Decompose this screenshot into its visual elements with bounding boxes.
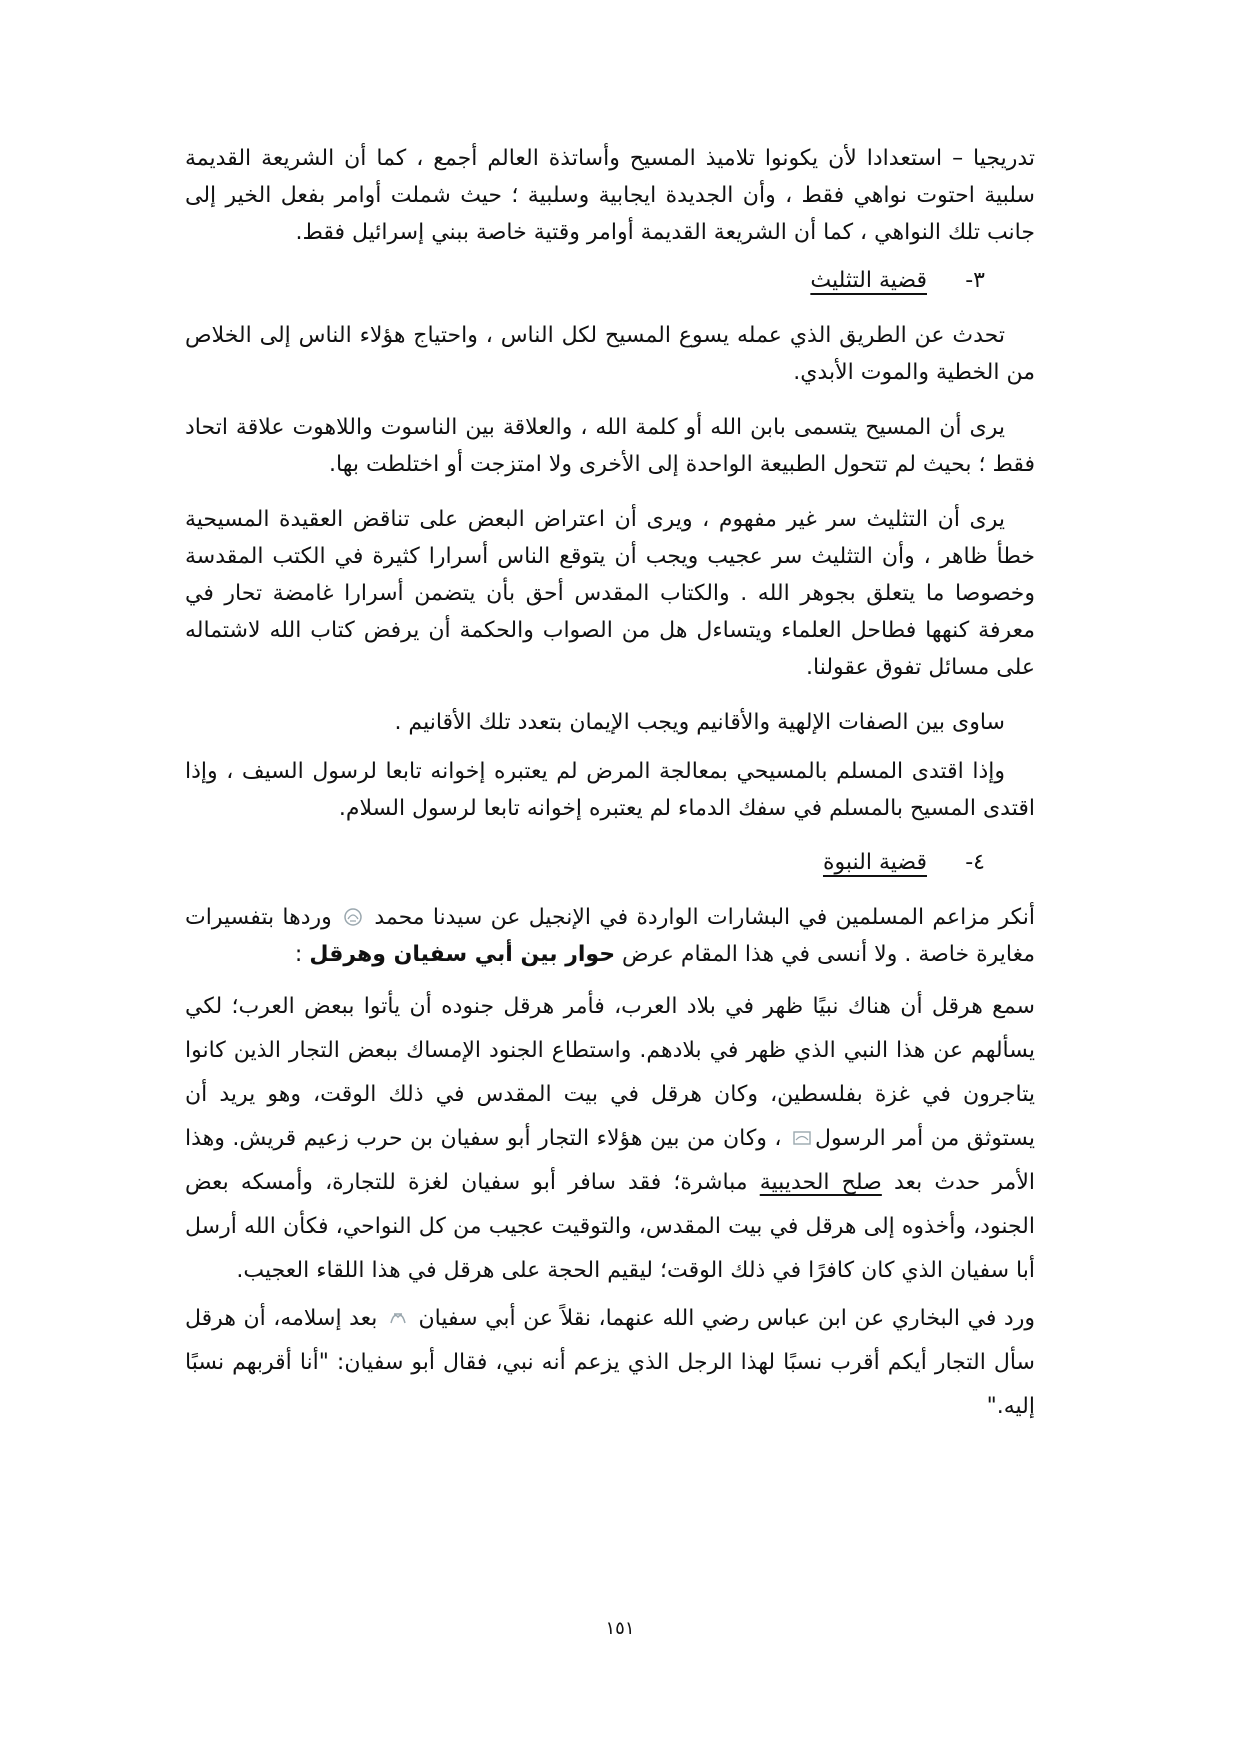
underlined-phrase: صلح الحديبية xyxy=(759,1170,882,1195)
paragraph-9 xyxy=(185,1297,1035,1429)
text-run: بعد إسلامه، أن هرقل سأل التجار أيكم أقرب نسبًا لهذا الرجل الذي يزعم أنه نبي، فقال أبو سفيان: "أنا أقربهم نسبًا إليه." xyxy=(185,1306,1035,1419)
salutation-seal-icon xyxy=(343,907,363,927)
section-heading-trinity xyxy=(185,263,1035,299)
text-run: : xyxy=(294,942,303,967)
text-run: وردها بتفسيرات مغايرة خاصة . ولا أنسى في هذا المقام عرض xyxy=(185,905,1035,967)
section-heading-prophecy xyxy=(185,845,1035,881)
section-number: ٣- xyxy=(965,268,985,293)
text-run: أنكر مزاعم المسلمين في البشارات الواردة في الإنجيل عن سيدنا محمد xyxy=(374,905,1035,930)
paragraph-6: وإذا اقتدى المسلم بالمسيحي بمعالجة المرض لم يعتبره إخوانه تابعا لرسول السيف ، وإذا اقتدى المسيح بالمسلم في سفك الدماء لم يعتبره إخوانه تابعا لرسول السلام. xyxy=(185,759,1035,821)
section-title: قضية التثليث xyxy=(810,268,927,293)
text-run: ، وكان من بين هؤلاء التجار أبو سفيان بن حرب زعيم قريش. وهذا الأمر حدث بعد xyxy=(185,1126,1036,1195)
paragraph-3: يرى أن المسيح يتسمى بابن الله أو كلمة الله ، والعلاقة بين الناسوت واللاهوت علاقة اتحاد فقط ؛ بحيث لم تتحول الطبيعة الواحدة إلى الأخرى ولا امتزجت أو اختلطت بها. xyxy=(185,415,1035,477)
text-run: ورد في البخاري عن ابن عباس رضي الله عنهما، نقلاً عن أبي سفيان xyxy=(418,1306,1035,1331)
bold-phrase: حوار بين أبي سفيان وهرقل xyxy=(309,942,616,967)
paragraph-8 xyxy=(185,985,1035,1293)
section-title: قضية النبوة xyxy=(822,850,927,875)
text-run: مباشرة؛ فقد سافر أبو سفيان لغزة للتجارة، وأمسكه بعض الجنود، وأخذوه إلى هرقل في بيت المقدس، والتوقيت عجيب من كل النواحي، فكأن الله أرسل أبا سفيان الذي كان كافرًا في ذلك الوقت؛ ليقيم الحجة على هرقل في هذا اللقاء العجيب. xyxy=(185,1170,1035,1283)
radiallahu-seal-icon xyxy=(388,1308,408,1328)
text-run: سمع هرقل أن هناك نبيًا ظهر في بلاد العرب، فأمر هرقل جنوده أن يأتوا ببعض العرب؛ لكي يسألهم عن هذا النبي الذي ظهر في بلادهم. واستطاع الجنود الإمساك ببعض التجار الذين كانوا يتاجرون في غزة بفلسطين، وكان هرقل في بيت المقدس في ذلك الوقت، وهو يريد أن يستوثق من أمر الرسول xyxy=(185,994,1036,1151)
page-body xyxy=(185,140,1035,1640)
paragraph-1: تدريجيا – استعدادا لأن يكونوا تلاميذ المسيح وأساتذة العالم أجمع ، كما أن الشريعة القديمة سلبية احتوت نواهي فقط ، وأن الجديدة ايجابية وسلبية ؛ حيث شملت أوامر بفعل الخير إلى جانب تلك النواهي ، كما أن الشريعة القديمة أوامر وقتية خاصة ببني إسرائيل فقط. xyxy=(185,146,1035,245)
paragraph-5: ساوى بين الصفات الإلهية والأقانيم ويجب الإيمان بتعدد تلك الأقانيم . xyxy=(394,710,1005,735)
page-number: ١٥١ xyxy=(605,1618,635,1639)
paragraph-2: تحدث عن الطريق الذي عمله يسوع المسيح لكل الناس ، واحتياج هؤلاء الناس إلى الخلاص من الخطية والموت الأبدي. xyxy=(185,323,1035,385)
salutation-seal-icon xyxy=(792,1128,812,1148)
section-number: ٤- xyxy=(965,850,985,875)
paragraph-4: يرى أن التثليث سر غير مفهوم ، ويرى أن اعتراض البعض على تناقض العقيدة المسيحية خطأ ظاهر ، وأن التثليث سر عجيب ويجب أن يتوقع الناس أسرارا كثيرة في الكتب المقدسة وخصوصا ما يتعلق بجوهر الله . والكتاب المقدس أحق بأن يتضمن أسرارا غامضة تحار في معرفة كنهها فطاحل العلماء ويتساءل هل من الصواب والحكمة أن يرفض كتاب الله لاشتماله على مسائل تفوق عقولنا. xyxy=(185,507,1035,680)
paragraph-7 xyxy=(185,899,1035,973)
